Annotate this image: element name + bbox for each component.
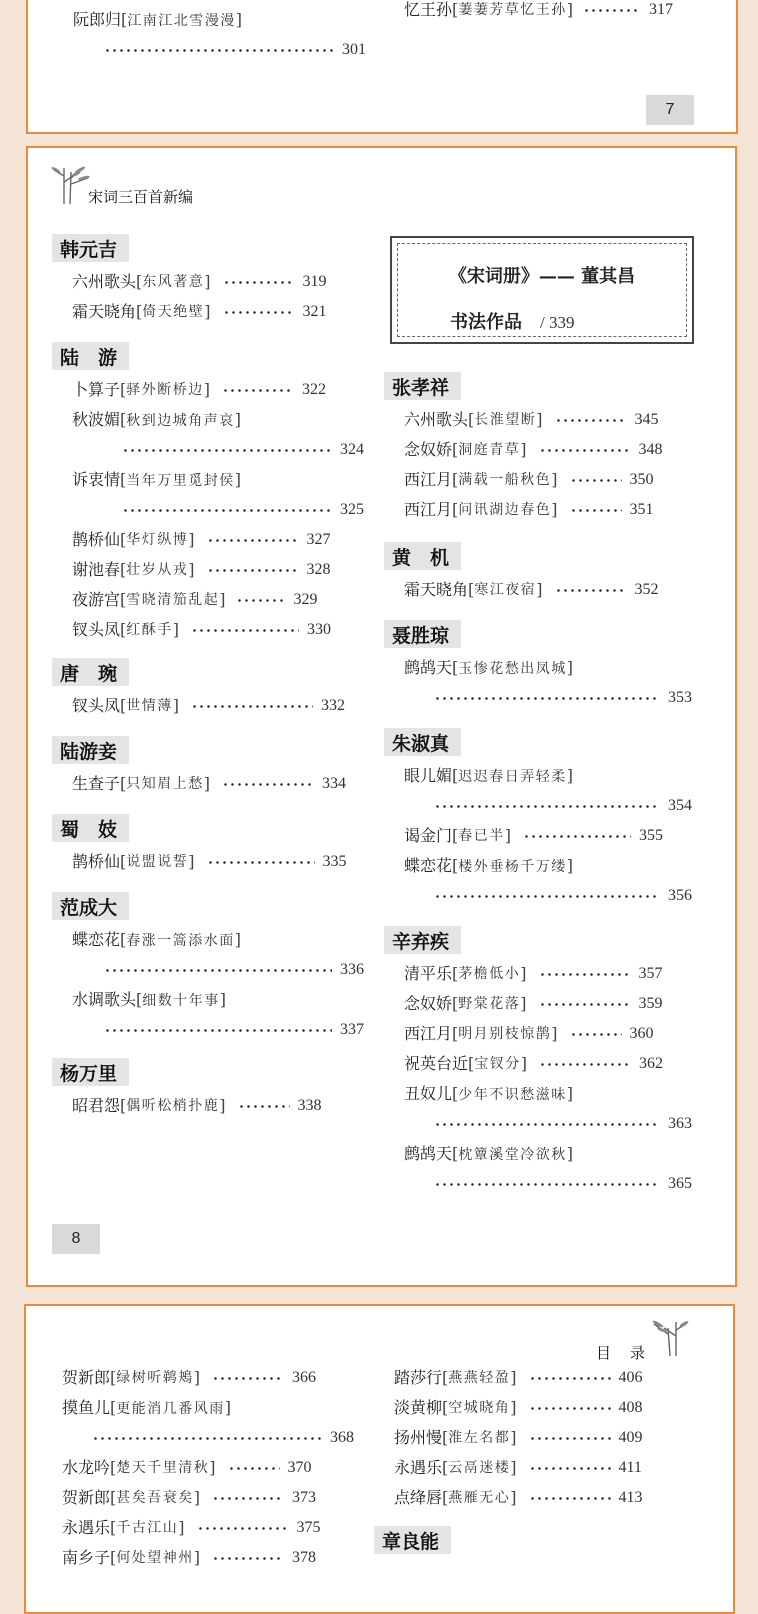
toc-leader: 325 [122, 500, 364, 520]
calligraphy-subtitle: 书法作品 / 339 [450, 312, 575, 333]
toc-entry[interactable]: 诉衷情[当年万里觅封侯] [72, 470, 242, 489]
toc-entry[interactable]: 鹧鸪天[玉惨花愁出凤城] [404, 658, 574, 677]
toc-entry[interactable]: 永遇乐 [ 云鬲迷楼 ] 411 [394, 1458, 642, 1477]
toc-leader: 353 [434, 688, 692, 708]
toc-entry[interactable]: 钗头凤 [ 世情薄 ] 332 [72, 696, 346, 715]
toc-entry[interactable]: 眼儿媚[迟迟春日弄轻柔] [404, 766, 574, 785]
toc-entry[interactable]: 西江月 [ 问讯湖边春色 ] 351 [404, 500, 654, 519]
toc-entry[interactable]: 秋波媚[秋到边城角声哀] [72, 410, 242, 429]
bamboo-icon [646, 1314, 690, 1358]
calligraphy-title: 《宋词册》—— 董其昌 [448, 266, 636, 287]
toc-entry[interactable]: 霜天晓角 [ 倚天绝壁 ] 321 [72, 302, 327, 321]
toc-entry[interactable]: 点绛唇 [ 燕雁无心 ] 413 [394, 1488, 643, 1507]
tune-name: 阮郎归 [73, 10, 122, 29]
toc-leader [104, 40, 366, 60]
toc-entry[interactable]: 鹧鸪天[枕簟溪堂冷欲秋] [404, 1144, 574, 1163]
author-label: 张孝祥 [384, 372, 461, 400]
toc-entry[interactable]: 忆王孙 [ 萋萋芳草忆王孙 ] 317 [404, 0, 674, 19]
author-label: 蜀 妓 [52, 814, 129, 842]
toc-entry[interactable]: 夜游宫 [ 雪晓清笳乱起 ] 329 [72, 590, 318, 609]
toc-page-9 [24, 1304, 735, 1614]
toc-entry[interactable]: 鹊桥仙 [ 说盟说誓 ] 335 [72, 852, 347, 871]
toc-entry[interactable]: 永遇乐 [ 千古江山 ] 375 [62, 1518, 321, 1537]
toc-entry[interactable]: 水龙吟 [ 楚天千里清秋 ] 370 [62, 1458, 312, 1477]
toc-leader: 363 [434, 1114, 692, 1134]
toc-leader: 354 [434, 796, 692, 816]
toc-entry[interactable]: 念奴娇 [ 野棠花落 ] 359 [404, 994, 663, 1013]
toc-entry[interactable]: 霜天晓角 [ 寒江夜宿 ] 352 [404, 580, 659, 599]
toc-leader: 368 [92, 1428, 354, 1448]
toc-entry[interactable]: 踏莎行 [ 燕燕轻盈 ] 406 [394, 1368, 643, 1387]
toc-leader: 356 [434, 886, 692, 906]
toc-entry[interactable]: 贺新郎 [ 甚矣吾衰矣 ] 373 [62, 1488, 317, 1507]
author-label: 韩元吉 [52, 234, 129, 262]
toc-entry[interactable]: 西江月 [ 明月别枝惊鹊 ] 360 [404, 1024, 654, 1043]
toc-entry[interactable]: 淡黄柳 [ 空城晓角 ] 408 [394, 1398, 643, 1417]
author-label: 章良能 [374, 1526, 451, 1554]
page-number: 8 [52, 1224, 100, 1254]
toc-leader: 365 [434, 1174, 692, 1194]
running-header: 宋词三百首新编 [88, 188, 194, 206]
toc-entry[interactable]: 贺新郎 [ 绿树听鹈鴂 ] 366 [62, 1368, 317, 1387]
subtitle: 江南江北雪漫漫 [127, 13, 236, 29]
toc-entry[interactable]: 祝英台近 [ 宝钗分 ] 362 [404, 1054, 664, 1073]
toc-entry[interactable]: 生查子 [ 只知眉上愁 ] 334 [72, 774, 347, 793]
author-label: 朱淑真 [384, 728, 461, 756]
toc-entry[interactable]: 六州歌头 [ 长淮望断 ] 345 [404, 410, 659, 429]
toc-entry[interactable]: 摸鱼儿[更能消几番风雨] [62, 1398, 232, 1417]
calligraphy-frame[interactable] [390, 236, 694, 344]
toc-leader: 337 [104, 1020, 364, 1040]
author-label: 范成大 [52, 892, 129, 920]
toc-entry[interactable]: 阮郎归[江南江北雪漫漫] [73, 10, 243, 29]
toc-entry[interactable]: 谢池春 [ 壮岁从戎 ] 328 [72, 560, 331, 579]
author-label: 黄 机 [384, 542, 461, 570]
toc-leader: 336 [104, 960, 364, 980]
author-label: 陆 游 [52, 342, 129, 370]
page-ref: 301 [342, 41, 366, 58]
toc-entry[interactable]: 蝶恋花[楼外垂杨千万缕] [404, 856, 574, 875]
toc-entry[interactable]: 念奴娇 [ 洞庭青草 ] 348 [404, 440, 663, 459]
toc-entry[interactable]: 钗头凤 [ 红酥手 ] 330 [72, 620, 332, 639]
toc-entry[interactable]: 丑奴儿[少年不识愁滋味] [404, 1084, 574, 1103]
running-header: 目 录 [596, 1344, 648, 1362]
author-label: 杨万里 [52, 1058, 129, 1086]
author-label: 辛弃疾 [384, 926, 461, 954]
toc-entry[interactable]: 卜算子 [ 驿外断桥边 ] 322 [72, 380, 327, 399]
toc-entry[interactable]: 水调歌头[细数十年事] [72, 990, 227, 1009]
author-label: 陆游妾 [52, 736, 129, 764]
toc-page-8 [26, 146, 737, 1287]
toc-leader: 324 [122, 440, 364, 460]
author-label: 唐 琬 [52, 658, 129, 686]
toc-entry[interactable]: 六州歌头 [ 东风著意 ] 319 [72, 272, 327, 291]
author-label: 聂胜琼 [384, 620, 461, 648]
toc-entry[interactable]: 谒金门 [ 春已半 ] 355 [404, 826, 664, 845]
toc-entry[interactable]: 清平乐 [ 茅檐低小 ] 357 [404, 964, 663, 983]
toc-entry[interactable]: 扬州慢 [ 淮左名都 ] 409 [394, 1428, 643, 1447]
toc-entry[interactable]: 蝶恋花[春涨一篙添水面] [72, 930, 242, 949]
toc-entry[interactable]: 昭君怨 [ 偶听松梢扑鹿 ] 338 [72, 1096, 322, 1115]
toc-page-7 [26, 0, 738, 134]
toc-entry[interactable]: 鹊桥仙 [ 华灯纵博 ] 327 [72, 530, 331, 549]
toc-entry[interactable]: 南乡子 [ 何处望神州 ] 378 [62, 1548, 317, 1567]
toc-entry[interactable]: 西江月 [ 满载一船秋色 ] 350 [404, 470, 654, 489]
page-number: 7 [646, 95, 694, 125]
